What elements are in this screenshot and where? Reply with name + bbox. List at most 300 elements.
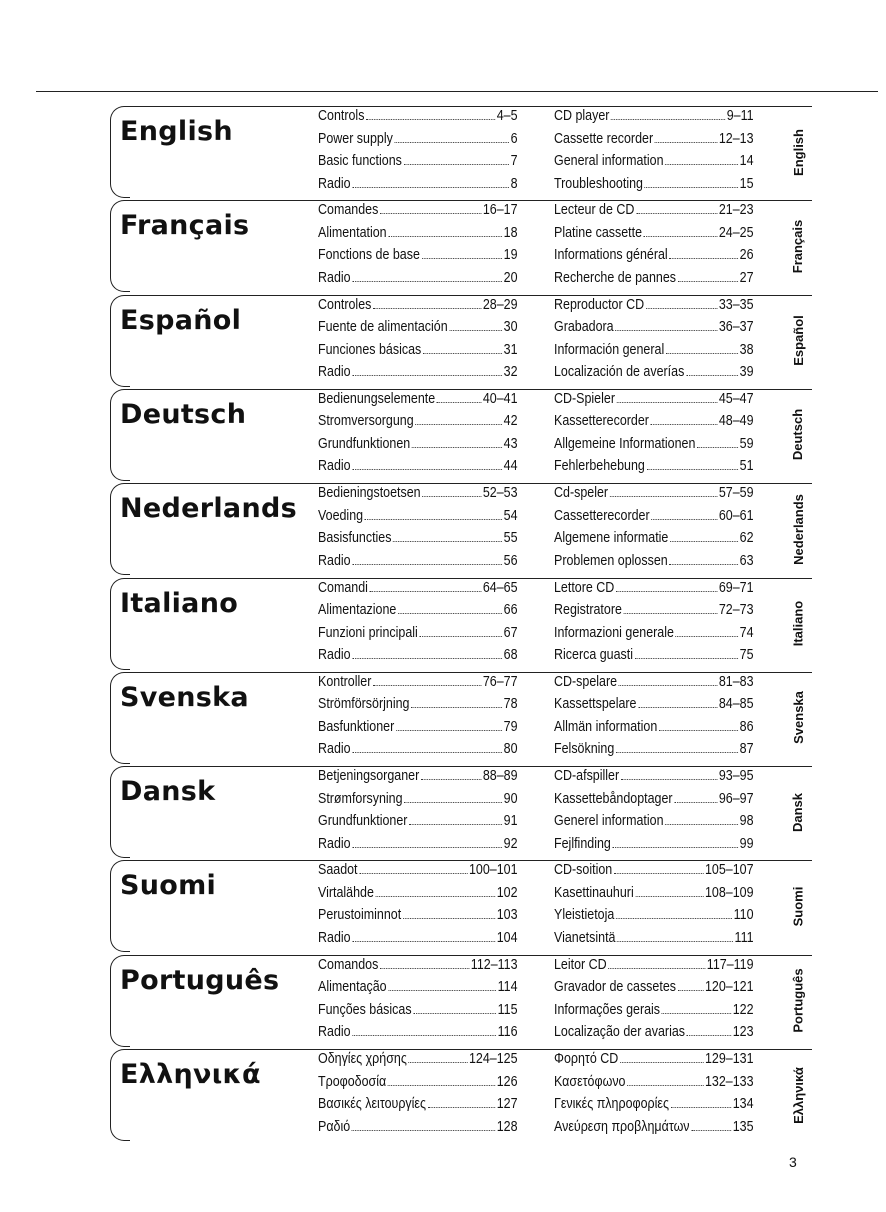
entry-page: 69–71 (718, 579, 754, 596)
contents-entry (554, 247, 754, 270)
entry-label: Controls (318, 108, 365, 124)
entry-page: 132–133 (704, 1073, 754, 1090)
entry-page: 7 (510, 153, 518, 169)
dot-leader (352, 564, 502, 565)
contents-entry (554, 907, 754, 930)
entry-label: Cd-speler (554, 485, 609, 502)
contents-entry (318, 1074, 518, 1097)
contents-entry (554, 436, 754, 459)
entry-page: 4–5 (496, 108, 518, 124)
dot-leader (359, 873, 467, 874)
dot-leader (403, 918, 495, 919)
contents-entry (318, 647, 518, 670)
language-title: Italiano (120, 587, 239, 619)
dot-leader (674, 802, 717, 803)
dot-leader (409, 1062, 468, 1063)
contents-entry (318, 176, 518, 199)
dot-leader (687, 1035, 731, 1036)
language-title: Português (120, 964, 280, 996)
entry-page: 123 (732, 1024, 754, 1041)
dot-leader (420, 636, 502, 637)
entry-label: Fehlerbehebung (554, 458, 645, 475)
contents-column-1 (318, 297, 518, 387)
dot-leader (646, 308, 717, 309)
entry-page: 128 (496, 1118, 518, 1135)
contents-column-1 (318, 957, 518, 1047)
side-tab-label: Ελληνικά (790, 1066, 806, 1124)
dot-leader (621, 779, 717, 780)
contents-entry (554, 297, 754, 320)
contents-entry (318, 907, 518, 930)
entry-label: Fuente de alimentación (318, 319, 448, 336)
contents-column-2 (554, 391, 754, 481)
entry-label: Τροφοδοσία (318, 1073, 387, 1090)
dot-leader (635, 658, 738, 659)
dot-leader (398, 613, 502, 614)
entry-label: Grabadora (554, 319, 614, 336)
side-tab (786, 766, 810, 858)
contents-entry (318, 530, 518, 553)
language-section (110, 295, 808, 387)
entry-label: Kassettebåndoptager (554, 790, 673, 807)
contents-column-1 (318, 202, 518, 292)
contents-entry (318, 674, 518, 697)
language-title: Dansk (120, 776, 216, 808)
contents-entry (554, 319, 754, 342)
entry-label: CD-spelare (554, 673, 618, 690)
entry-label: Radio (318, 929, 351, 946)
dot-leader (421, 779, 481, 780)
entry-page: 67 (503, 624, 518, 641)
language-title: Français (120, 210, 250, 242)
side-tab (786, 200, 810, 292)
contents-column-2 (554, 768, 754, 858)
entry-label: Comandos (318, 956, 379, 973)
contents-entry (318, 979, 518, 1002)
entry-label: Generel information (554, 813, 664, 830)
contents-entry (554, 836, 754, 859)
entry-label: Cassette recorder (554, 130, 654, 147)
entry-label: Registratore (554, 602, 622, 618)
dot-leader (624, 613, 717, 614)
contents-entry (318, 1096, 518, 1119)
language-title: Español (120, 304, 242, 336)
contents-entry (554, 225, 754, 248)
entry-page: 54 (503, 507, 518, 524)
entry-label: Allmän information (554, 718, 658, 735)
entry-page: 12–13 (718, 130, 754, 147)
contents-column-2 (554, 485, 754, 575)
dot-leader (670, 541, 738, 542)
side-tab-label: Español (790, 315, 806, 366)
entry-label: Algemene informatie (554, 530, 669, 547)
entry-page: 110 (733, 907, 754, 924)
contents-entry (554, 553, 754, 576)
entry-label: Comandi (318, 579, 368, 596)
entry-label: Radio (318, 269, 351, 286)
entry-page: 81–83 (718, 673, 754, 690)
entry-label: Recherche de pannes (554, 269, 677, 286)
contents-column-2 (554, 957, 754, 1047)
contents-column-2 (554, 202, 754, 292)
entry-label: Kassetterecorder (554, 413, 649, 430)
entry-page: 52–53 (482, 485, 518, 502)
entry-label: Informazioni generale (554, 624, 674, 641)
entry-label: Grundfunktioner (318, 813, 408, 830)
dot-leader (617, 941, 733, 942)
entry-label: Kontroller (318, 673, 372, 690)
dot-leader (366, 119, 495, 120)
entry-label: Kasettinauhuri (554, 884, 634, 901)
entry-page: 75 (739, 647, 754, 663)
entry-label: Basic functions (318, 153, 402, 169)
side-tab-label: Português (790, 968, 806, 1033)
contents-column-1 (318, 1051, 518, 1141)
entry-page: 100–101 (468, 862, 518, 879)
dot-leader (428, 1107, 495, 1108)
contents-entry (554, 508, 754, 531)
contents-entry (554, 458, 754, 481)
dot-leader (614, 873, 703, 874)
contents-entry (318, 957, 518, 980)
contents-column-1 (318, 580, 518, 670)
entry-page: 16–17 (482, 202, 518, 219)
dot-leader (616, 591, 717, 592)
contents-entry (318, 553, 518, 576)
entry-label: Radio (318, 552, 351, 569)
contents-entry (554, 957, 754, 980)
entry-page: 111 (734, 929, 754, 946)
entry-page: 27 (739, 269, 754, 286)
entry-page: 48–49 (718, 413, 754, 430)
dot-leader (611, 119, 725, 120)
entry-page: 62 (739, 530, 754, 547)
entry-page: 6 (510, 130, 518, 147)
side-tab (786, 1049, 810, 1141)
entry-label: Saadot (318, 862, 358, 879)
contents-entry (554, 413, 754, 436)
entry-label: Gravador de cassetes (554, 979, 676, 996)
side-tab (786, 106, 810, 198)
language-section (110, 860, 808, 952)
entry-label: Yleistietoja (554, 907, 615, 924)
entry-page: 9–11 (726, 108, 754, 124)
section-divider (124, 295, 808, 296)
dot-leader (616, 918, 732, 919)
entry-page: 21–23 (718, 202, 754, 219)
dot-leader (638, 707, 717, 708)
entry-label: Voeding (318, 507, 364, 524)
language-title: Nederlands (120, 493, 297, 525)
entry-page: 116 (497, 1024, 518, 1041)
entry-label: Alimentation (318, 224, 387, 241)
entry-label: Fejlfinding (554, 835, 611, 852)
contents-entry (318, 885, 518, 908)
dot-leader (647, 469, 738, 470)
entry-label: Información general (554, 341, 665, 358)
entry-page: 78 (503, 696, 518, 713)
entry-page: 20 (503, 269, 518, 286)
dot-leader (669, 258, 738, 259)
contents-entry (318, 270, 518, 293)
entry-page: 103 (496, 907, 518, 924)
entry-label: Radio (318, 835, 351, 852)
entry-page: 98 (739, 813, 754, 830)
dot-leader (437, 402, 481, 403)
entry-label: CD-afspiller (554, 768, 620, 785)
entry-page: 124–125 (468, 1051, 518, 1067)
contents-entry (554, 1051, 754, 1074)
entry-label: Funciones básicas (318, 341, 422, 358)
dot-leader (395, 142, 509, 143)
entry-label: Φορητό CD (554, 1051, 619, 1067)
contents-entry (554, 1002, 754, 1025)
entry-label: Κασετόφωνο (554, 1073, 626, 1090)
entry-label: Bedienungselemente (318, 390, 436, 407)
entry-label: Funções básicas (318, 1001, 412, 1018)
dot-leader (415, 424, 502, 425)
dot-leader (412, 447, 502, 448)
contents-entry (318, 225, 518, 248)
entry-label: Power supply (318, 130, 393, 147)
section-divider (124, 483, 808, 484)
entry-page: 104 (496, 929, 518, 946)
dot-leader (662, 1013, 731, 1014)
entry-page: 8 (510, 175, 518, 192)
contents-entry (318, 458, 518, 481)
contents-entry (318, 391, 518, 414)
contents-entry (318, 791, 518, 814)
entry-label: Betjeningsorganer (318, 768, 420, 785)
entry-page: 57–59 (718, 485, 754, 502)
dot-leader (678, 281, 738, 282)
dot-leader (409, 824, 502, 825)
dot-leader (613, 847, 738, 848)
entry-page: 120–121 (704, 979, 754, 996)
contents-entry (554, 885, 754, 908)
section-divider (124, 1049, 808, 1050)
entry-label: Allgemeine Informationen (554, 435, 696, 452)
entry-page: 127 (496, 1096, 518, 1112)
dot-leader (666, 353, 738, 354)
entry-page: 36–37 (718, 319, 754, 336)
contents-entry (318, 719, 518, 742)
language-section (110, 672, 808, 764)
entry-label: Lecteur de CD (554, 202, 635, 219)
entry-label: CD-soition (554, 862, 613, 879)
dot-leader (610, 496, 717, 497)
entry-label: Γενικές πληροφορίες (554, 1096, 669, 1112)
dot-leader (404, 802, 502, 803)
contents-entry (318, 625, 518, 648)
entry-label: Localização der avarias (554, 1024, 686, 1041)
dot-leader (352, 1035, 496, 1036)
dot-leader (686, 375, 738, 376)
entry-page: 112–113 (470, 956, 518, 973)
dot-leader (373, 308, 481, 309)
language-section (110, 766, 808, 858)
entry-page: 96–97 (718, 790, 754, 807)
entry-page: 108–109 (704, 884, 754, 901)
side-tab (786, 860, 810, 952)
contents-entry (554, 602, 754, 625)
section-divider (124, 955, 808, 956)
section-divider (124, 106, 808, 107)
entry-label: Controles (318, 296, 372, 313)
contents-entry (318, 131, 518, 154)
entry-page: 26 (739, 247, 754, 264)
dot-leader (404, 164, 509, 165)
contents-entry (318, 580, 518, 603)
dot-leader (659, 730, 738, 731)
entry-label: Alimentazione (318, 602, 397, 618)
contents-column-2 (554, 862, 754, 952)
entry-page: 102 (496, 884, 518, 901)
entry-page: 117–119 (706, 956, 754, 973)
dot-leader (422, 258, 502, 259)
entry-page: 80 (503, 741, 518, 758)
entry-label: Localización de averías (554, 364, 685, 381)
contents-entry (554, 270, 754, 293)
dot-leader (388, 1085, 495, 1086)
side-tab (786, 295, 810, 387)
top-rule (36, 91, 878, 92)
dot-leader (352, 469, 502, 470)
side-tab-label: Deutsch (790, 409, 806, 461)
dot-leader (422, 496, 481, 497)
entry-page: 134 (732, 1096, 754, 1112)
contents-entry (318, 485, 518, 508)
contents-entry (554, 485, 754, 508)
entry-page: 99 (739, 835, 754, 852)
dot-leader (423, 353, 502, 354)
language-section (110, 483, 808, 575)
entry-label: Radio (318, 364, 351, 381)
side-tab-label: English (790, 128, 806, 176)
contents-entry (554, 342, 754, 365)
entry-label: Radio (318, 175, 351, 192)
entry-page: 43 (503, 435, 518, 452)
dot-leader (393, 541, 502, 542)
entry-page: 92 (503, 835, 518, 852)
entry-page: 19 (503, 247, 518, 264)
contents-column-2 (554, 674, 754, 764)
contents-entry (554, 741, 754, 764)
entry-label: Lettore CD (554, 579, 615, 596)
side-tab (786, 672, 810, 764)
entry-label: General information (554, 153, 664, 169)
entry-label: Βασικές λειτουργίες (318, 1096, 427, 1112)
contents-entry (554, 391, 754, 414)
contents-column-2 (554, 1051, 754, 1141)
entry-page: 90 (503, 790, 518, 807)
entry-label: Cassetterecorder (554, 507, 650, 524)
entry-page: 66 (503, 602, 518, 618)
entry-label: Leitor CD (554, 956, 607, 973)
dot-leader (669, 564, 738, 565)
section-divider (124, 860, 808, 861)
dot-leader (413, 1013, 496, 1014)
entry-page: 88–89 (482, 768, 518, 785)
dot-leader (691, 1130, 731, 1131)
dot-leader (619, 685, 717, 686)
entry-page: 129–131 (704, 1051, 754, 1067)
dot-leader (352, 281, 502, 282)
entry-label: Comandes (318, 202, 379, 219)
language-section (110, 955, 808, 1047)
language-section (110, 389, 808, 481)
contents-entry (554, 1074, 754, 1097)
language-section (110, 1049, 808, 1141)
contents-entry (554, 674, 754, 697)
entry-label: Alimentação (318, 979, 387, 996)
entry-page: 18 (503, 224, 518, 241)
dot-leader (651, 519, 717, 520)
entry-page: 39 (739, 364, 754, 381)
dot-leader (627, 1085, 703, 1086)
dot-leader (665, 824, 738, 825)
contents-entry (318, 930, 518, 953)
side-tab-label: Suomi (790, 886, 806, 927)
contents-entry (554, 176, 754, 199)
side-tab (786, 578, 810, 670)
language-title: English (120, 116, 233, 147)
dot-leader (352, 847, 502, 848)
dot-leader (620, 1062, 703, 1063)
contents-entry (318, 813, 518, 836)
entry-page: 24–25 (718, 224, 754, 241)
entry-page: 105–107 (704, 862, 754, 879)
entry-label: Funzioni principali (318, 624, 418, 641)
entry-page: 122 (732, 1001, 754, 1018)
side-tab (786, 389, 810, 481)
contents-entry (318, 696, 518, 719)
contents-entry (554, 625, 754, 648)
contents-entry (554, 364, 754, 387)
entry-label: Problemen oplossen (554, 552, 668, 569)
entry-page: 42 (503, 413, 518, 430)
entry-page: 87 (739, 741, 754, 758)
entry-label: Bedieningstoetsen (318, 485, 421, 502)
language-section (110, 578, 808, 670)
dot-leader (411, 707, 502, 708)
entry-page: 72–73 (718, 602, 754, 618)
dot-leader (678, 990, 704, 991)
entry-page: 51 (739, 458, 754, 475)
language-title: Deutsch (120, 398, 247, 430)
entry-page: 64–65 (482, 579, 518, 596)
dot-leader (636, 213, 717, 214)
dot-leader (352, 752, 502, 753)
contents-entry (318, 364, 518, 387)
entry-label: Radio (318, 741, 351, 758)
dot-leader (380, 968, 469, 969)
dot-leader (665, 164, 738, 165)
contents-entry (318, 247, 518, 270)
contents-entry (554, 696, 754, 719)
dot-leader (352, 375, 502, 376)
language-section (110, 200, 808, 292)
language-title: Suomi (120, 870, 217, 902)
contents-entry (554, 153, 754, 176)
dot-leader (365, 519, 502, 520)
section-divider (124, 200, 808, 201)
contents-entry (318, 508, 518, 531)
contents-entry (318, 202, 518, 225)
dot-leader (376, 896, 495, 897)
entry-label: Reproductor CD (554, 296, 645, 313)
section-divider (124, 766, 808, 767)
